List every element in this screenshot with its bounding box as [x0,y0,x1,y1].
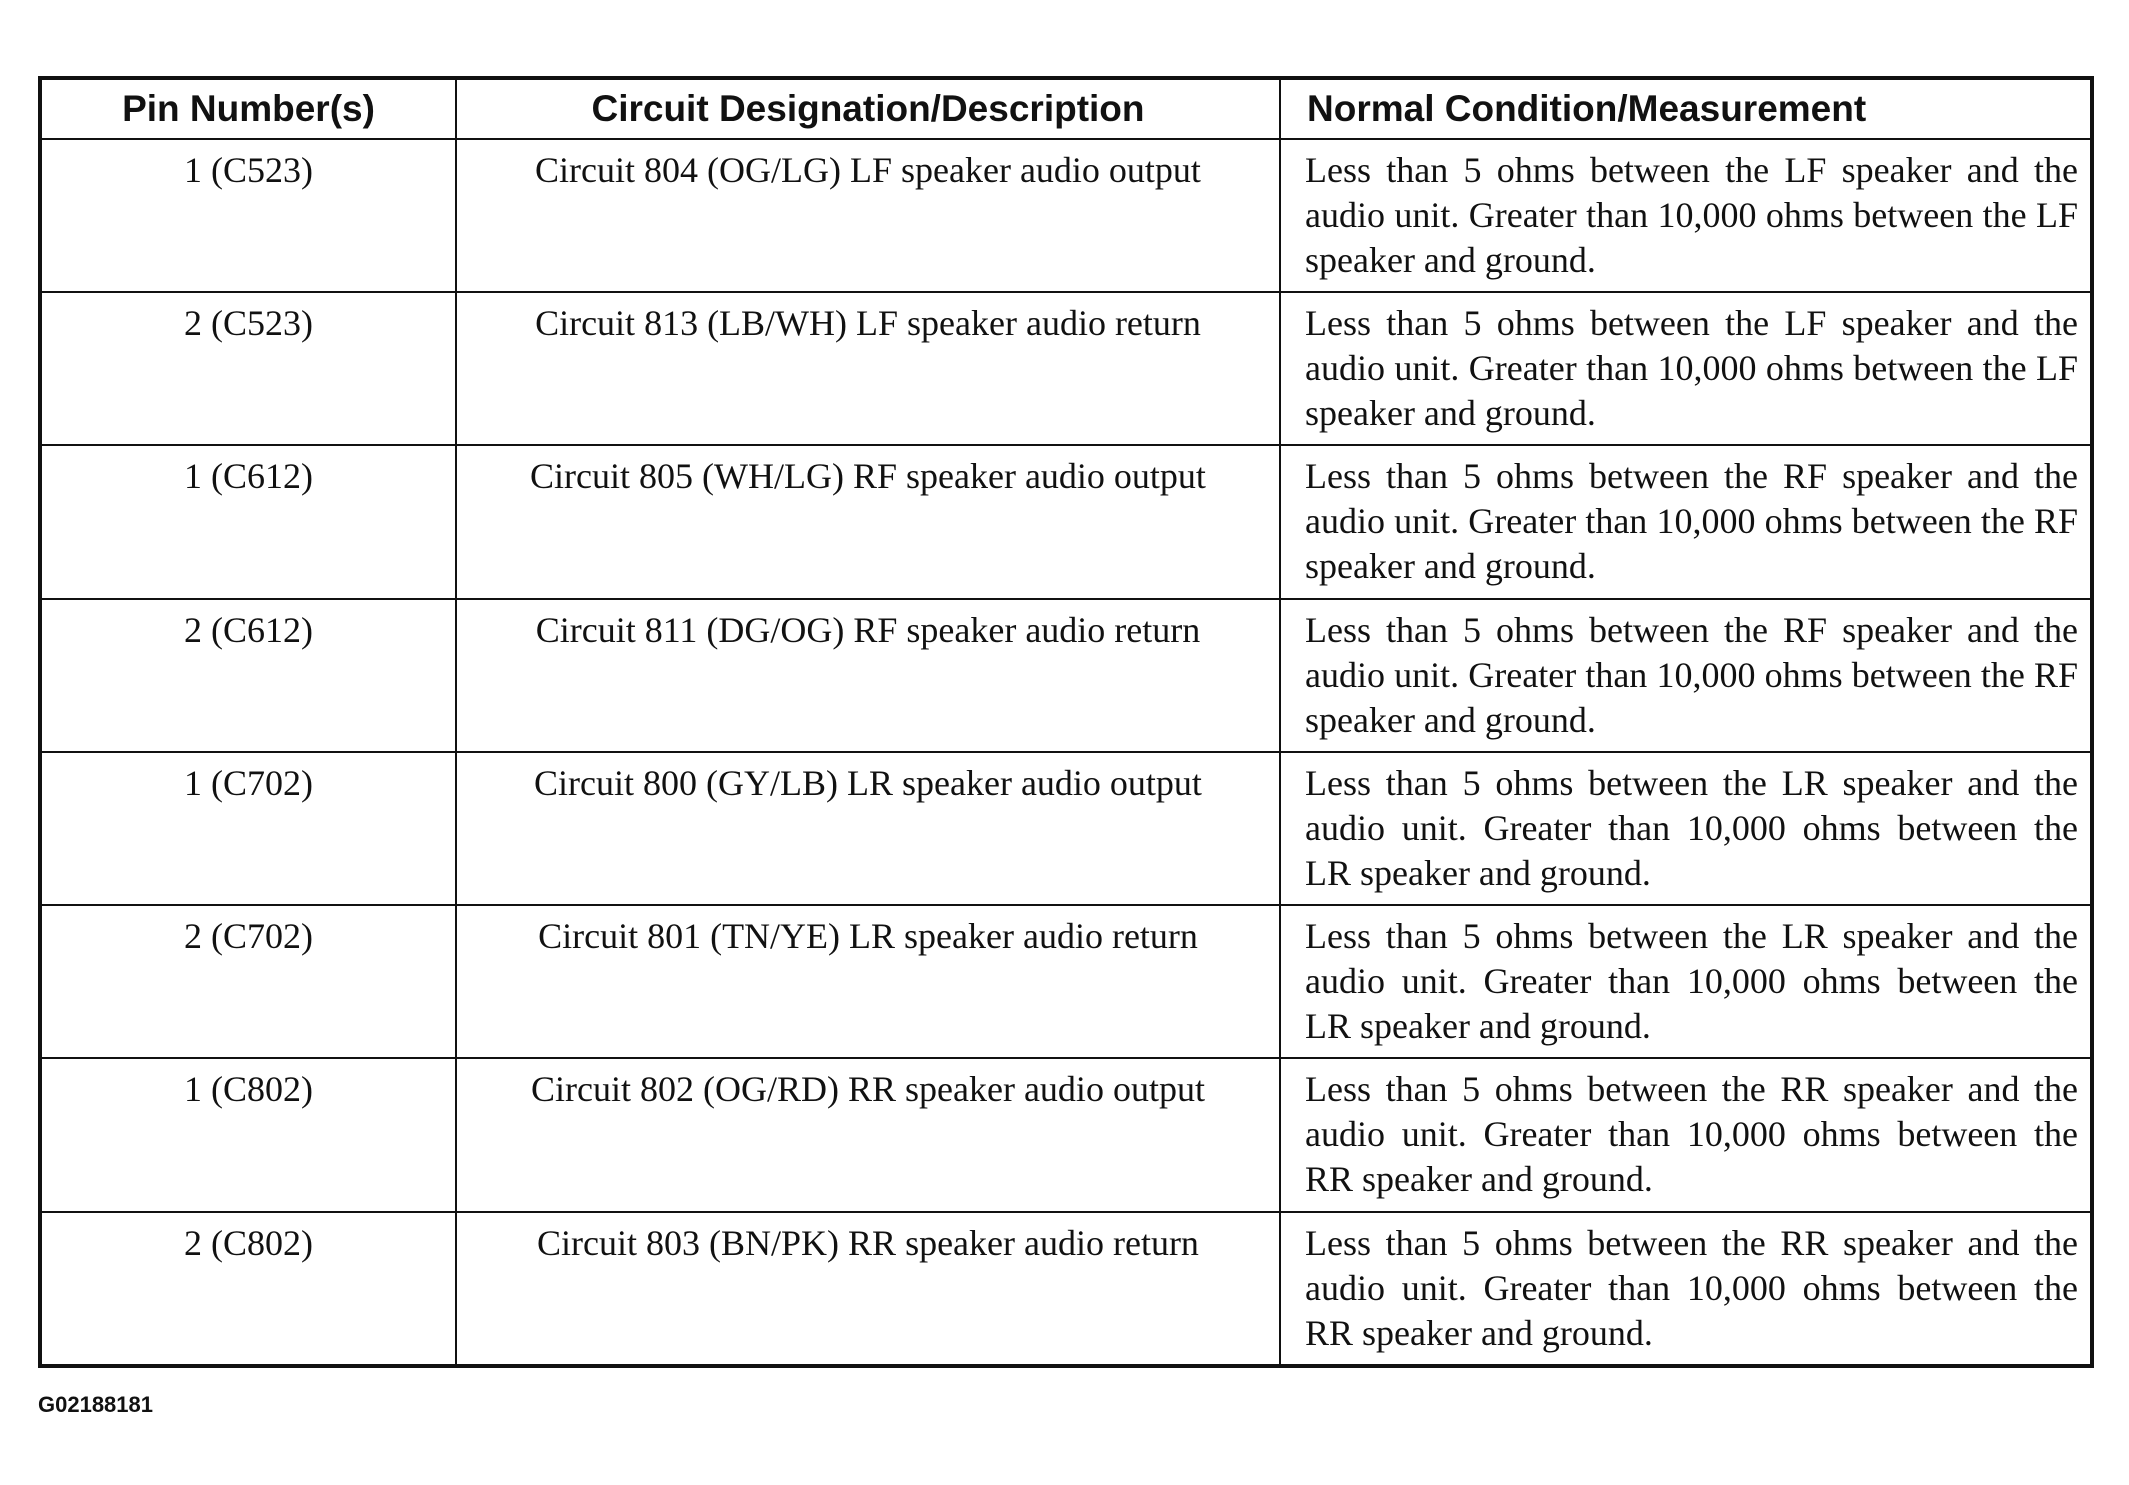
normal-condition-cell: Less than 5 ohms between the RR speaker and the audio unit. Greater than 10,000 ohms between the RR speaker and ground. [1280,1058,2092,1211]
circuit-description-cell: Circuit 805 (WH/LG) RF speaker audio output [456,445,1280,598]
pin-number-cell: 2 (C802) [40,1212,456,1366]
circuit-description-cell: Circuit 813 (LB/WH) LF speaker audio return [456,292,1280,445]
table-row [40,905,2092,1058]
pin-number-cell: 1 (C523) [40,139,456,292]
table-header-row [40,78,2092,139]
normal-condition-cell: Less than 5 ohms between the RF speaker and the audio unit. Greater than 10,000 ohms between the RF speaker and ground. [1280,599,2092,752]
circuit-description-cell: Circuit 803 (BN/PK) RR speaker audio return [456,1212,1280,1366]
circuit-description-cell: Circuit 800 (GY/LB) LR speaker audio output [456,752,1280,905]
normal-condition-cell: Less than 5 ohms between the LR speaker and the audio unit. Greater than 10,000 ohms between the LR speaker and ground. [1280,905,2092,1058]
table-row [40,599,2092,752]
circuit-description-cell: Circuit 802 (OG/RD) RR speaker audio output [456,1058,1280,1211]
table-row [40,445,2092,598]
circuit-description-cell: Circuit 804 (OG/LG) LF speaker audio output [456,139,1280,292]
header-pin-numbers: Pin Number(s) [40,78,456,139]
header-circuit-description: Circuit Designation/Description [456,78,1280,139]
header-normal-condition: Normal Condition/Measurement [1280,78,2092,139]
table-row [40,292,2092,445]
normal-condition-cell: Less than 5 ohms between the RR speaker and the audio unit. Greater than 10,000 ohms between the RR speaker and ground. [1280,1212,2092,1366]
figure-code: G02188181 [38,1392,153,1417]
normal-condition-cell: Less than 5 ohms between the RF speaker and the audio unit. Greater than 10,000 ohms between the RF speaker and ground. [1280,445,2092,598]
pin-number-cell: 2 (C702) [40,905,456,1058]
circuit-description-cell: Circuit 811 (DG/OG) RF speaker audio return [456,599,1280,752]
pin-number-cell: 2 (C523) [40,292,456,445]
table-row [40,752,2092,905]
normal-condition-cell: Less than 5 ohms between the LR speaker and the audio unit. Greater than 10,000 ohms between the LR speaker and ground. [1280,752,2092,905]
pin-measurement-table [38,76,2094,1368]
pin-number-cell: 1 (C612) [40,445,456,598]
table-row [40,139,2092,292]
pin-number-cell: 1 (C802) [40,1058,456,1211]
pin-number-cell: 2 (C612) [40,599,456,752]
normal-condition-cell: Less than 5 ohms between the LF speaker and the audio unit. Greater than 10,000 ohms between the LF speaker and ground. [1280,139,2092,292]
circuit-description-cell: Circuit 801 (TN/YE) LR speaker audio return [456,905,1280,1058]
table-row [40,1058,2092,1211]
normal-condition-cell: Less than 5 ohms between the LF speaker and the audio unit. Greater than 10,000 ohms between the LF speaker and ground. [1280,292,2092,445]
table-row [40,1212,2092,1366]
pin-number-cell: 1 (C702) [40,752,456,905]
